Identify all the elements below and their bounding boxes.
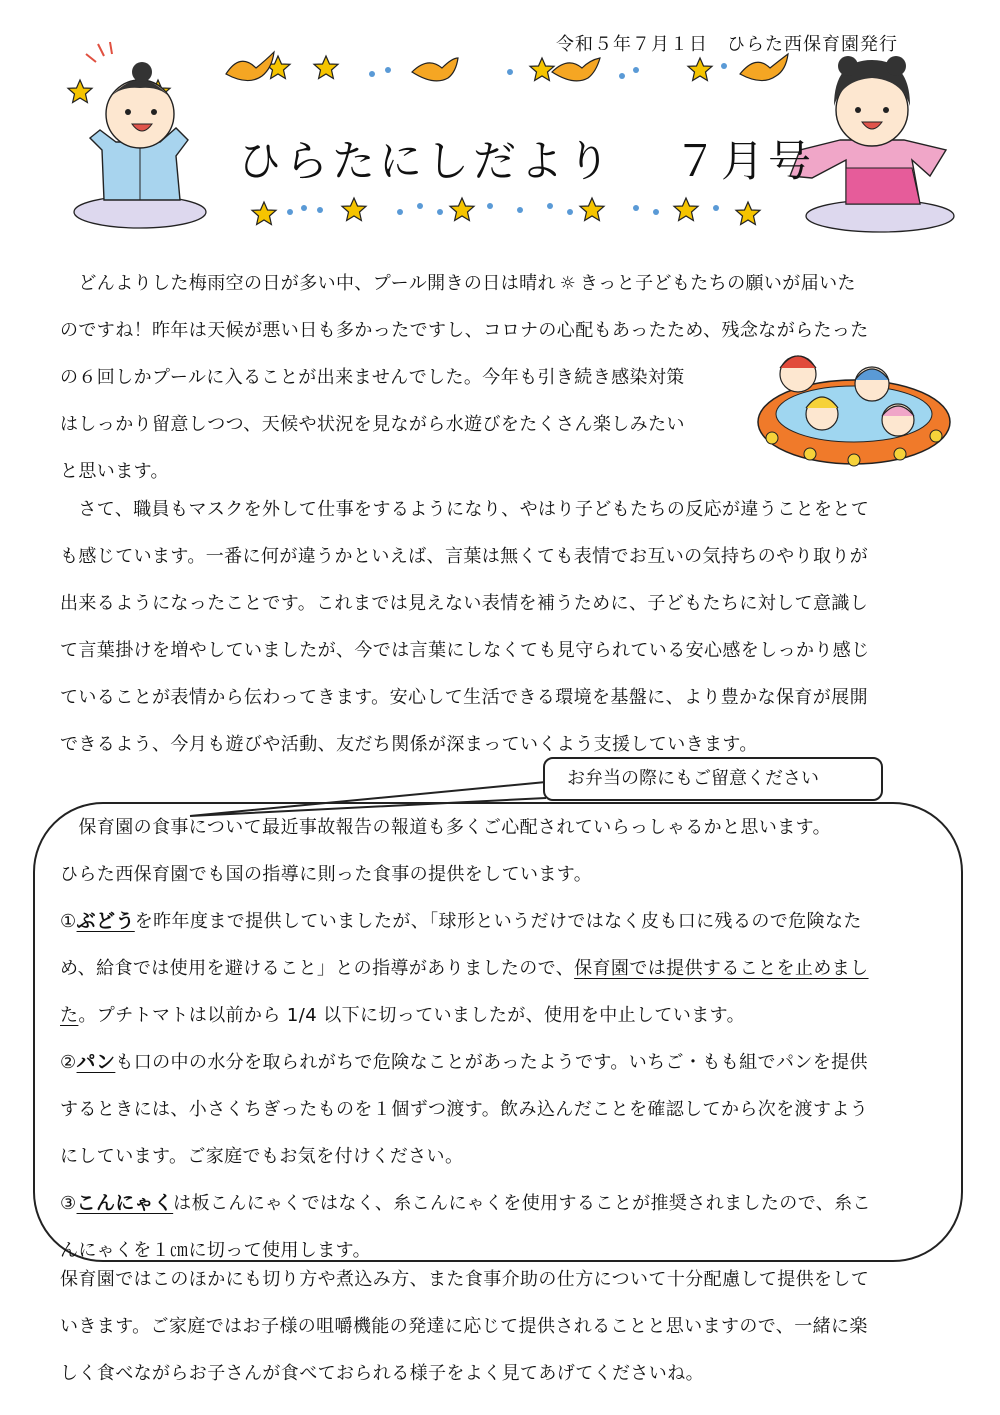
item-bread-cont: にしています。ご家庭でもお気を付けください。 <box>60 1146 464 1167</box>
hikoboshi-illustration <box>74 42 206 228</box>
keyword-bread: パン <box>76 1051 116 1073</box>
staff-line: て言葉掛けを増やしていましたが、今では言葉にしなくても見守られている安心感をしっかり感じ <box>60 640 870 661</box>
sun-icon: ☼ <box>559 273 577 294</box>
intro-line: はしっかり留意しつつ、天候や状況を見ながら水遊びをたくさん楽しみたい <box>60 414 685 435</box>
item-bread-cont: するときには、小さくちぎったものを１個ずつ渡す。飲み込んだことを確認してから次を渡すよう <box>60 1099 869 1120</box>
item-grapes-cont: た。プチトマトは以前から 1/4 以下に切っていましたが、使用を中止しています。 <box>60 1005 745 1026</box>
notice-label: お弁当の際にもご留意ください <box>543 757 883 801</box>
star-icon <box>580 198 604 221</box>
title-month: ７月号 <box>674 137 815 187</box>
keyword-konjac: こんにゃく <box>76 1192 174 1214</box>
star-icon <box>314 56 338 79</box>
item-grapes: ①ぶどうを昨年度まで提供していましたが、「球形というだけではなく皮も口に残るので危険なた <box>60 910 862 932</box>
pool-children-illustration <box>750 340 960 470</box>
staff-paragraph <box>60 486 870 768</box>
star-icon <box>450 198 474 221</box>
closing-paragraph <box>60 1256 869 1397</box>
keyword-grapes: ぶどう <box>76 910 135 932</box>
notice-content <box>60 804 871 1274</box>
item-grapes-cont: め、給食では使用を避けること」との指導がありましたので、保育園では提供することを止めまし <box>60 958 869 979</box>
star-icon <box>688 58 712 81</box>
notice-line: 保育園の食事について最近事故報告の報道も多くご心配されていらっしゃるかと思います。 <box>60 817 831 838</box>
notice-line: ひらた西保育園でも国の指導に則った食事の提供をしています。 <box>60 864 593 885</box>
header-decoration <box>0 0 1000 240</box>
newsletter-title <box>238 128 815 189</box>
intro-line: の６回しかプールに入ることが出来ませんでした。今年も引き続き感染対策 <box>60 367 685 388</box>
staff-line: ていることが表情から伝わってきます。安心して生活できる環境を基盤に、より豊かな保育が展開 <box>60 687 868 708</box>
title-main: ひらたにしだより <box>238 137 614 187</box>
issue-date-line: 令和５年７月１日 ひらた西保育園発行 <box>556 34 898 55</box>
staff-line: 出来るようになったことです。これまでは見えない表情を補うために、子どもたちに対して意識し <box>60 593 869 614</box>
item-bread: ②パンも口の中の水分を取られがちで危険なことがあったようです。いちご・もも組でパンを提供 <box>60 1051 868 1073</box>
staff-line: できるよう、今月も遊びや活動、友だち関係が深まっていくよう支援していきます。 <box>60 734 758 755</box>
intro-line: のですね！昨年は天候が悪い日も多かったですし、コロナの心配もあったため、残念ながらたった <box>60 320 869 341</box>
star-icon <box>674 198 698 221</box>
intro-line: と思います。 <box>60 461 169 482</box>
closing-line: しく食べながらお子さんが食べておられる様子をよく見てあげてくださいね。 <box>60 1363 704 1384</box>
closing-line: いきます。ご家庭ではお子様の咀嚼機能の発達に応じて提供されることと思いますので、一緒に楽 <box>60 1316 868 1337</box>
staff-line: さて、職員もマスクを外して仕事をするようになり、やはり子どもたちの反応が違うことをとて <box>60 499 870 520</box>
star-icon <box>342 198 366 221</box>
star-icon <box>252 202 276 225</box>
item-konjac: ③こんにゃくは板こんにゃくではなく、糸こんにゃくを使用することが推奨されましたので、糸こ <box>60 1192 871 1214</box>
star-icon <box>530 58 554 81</box>
staff-line: も感じています。一番に何が違うかといえば、言葉は無くても表情でお互いの気持ちのやり取りが <box>60 546 869 567</box>
intro-line: どんよりした梅雨空の日が多い中、プール開きの日は晴れ ☼ きっと子どもたちの願いが届いた <box>60 260 869 307</box>
intro-paragraph <box>60 260 869 495</box>
star-icon <box>736 202 760 225</box>
star-icon <box>68 80 92 103</box>
item-konjac-cont: んにゃくを１㎝に切って使用します。 <box>60 1240 371 1261</box>
closing-line: 保育園ではこのほかにも切り方や煮込み方、また食事介助の仕方について十分配慮して提供をして <box>60 1269 870 1290</box>
